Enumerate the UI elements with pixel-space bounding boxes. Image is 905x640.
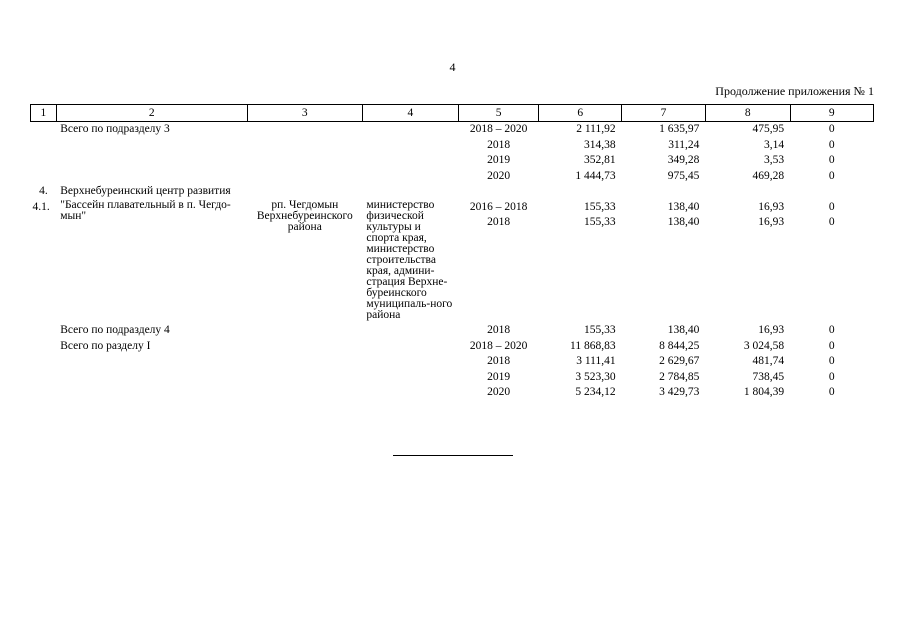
period-cell: 2019 — [487, 370, 511, 383]
value-cell: 138,40 — [667, 324, 700, 336]
value-cell: 0 — [828, 339, 835, 352]
column-number-row — [31, 105, 874, 122]
column-number: 2 — [56, 105, 247, 122]
value-cell: 481,74 — [752, 355, 785, 367]
period-cell: 2018 – 2020 — [469, 339, 528, 352]
section-title: Верхнебуреинский центр развития — [60, 185, 231, 197]
table-row — [31, 370, 874, 386]
table-row — [31, 385, 874, 401]
value-cell: 138,40 — [667, 200, 700, 213]
period-cell: 2018 — [487, 216, 511, 228]
value-cell: 16,93 — [758, 324, 785, 336]
table-row — [31, 323, 874, 339]
table-row — [31, 354, 874, 370]
column-number: 6 — [539, 105, 622, 122]
value-cell: 314,38 — [584, 138, 616, 151]
value-cell: 738,45 — [752, 370, 785, 383]
column-number: 7 — [622, 105, 706, 122]
value-cell: 0 — [828, 123, 835, 135]
page-number: 4 — [449, 60, 456, 74]
item-location: рп. Чегдомын Верхнебуреинского района — [256, 198, 353, 233]
value-cell: 0 — [828, 216, 835, 228]
period-cell: 2020 — [487, 386, 511, 398]
value-cell: 2 784,85 — [659, 370, 700, 383]
period-cell: 2018 — [487, 324, 511, 336]
column-number: 5 — [458, 105, 538, 122]
value-cell: 1 804,39 — [743, 386, 785, 398]
table-row — [31, 122, 874, 138]
value-cell: 138,40 — [667, 216, 700, 228]
item-number: 4.1. — [32, 200, 50, 213]
column-number: 9 — [790, 105, 873, 122]
column-number: 1 — [31, 105, 57, 122]
value-cell: 0 — [828, 355, 835, 367]
period-cell: 2020 — [487, 169, 511, 182]
table-row — [31, 200, 874, 216]
value-cell: 2 111,92 — [576, 123, 616, 135]
period-cell: 2018 — [487, 355, 511, 367]
value-cell: 155,33 — [584, 216, 616, 228]
section-heading-row — [31, 184, 874, 200]
value-cell: 155,33 — [584, 200, 616, 213]
appendix-continuation-label: Продолжение приложения № 1 — [715, 84, 874, 98]
value-cell: 0 — [828, 386, 835, 398]
value-cell: 0 — [828, 169, 835, 182]
value-cell: 1 444,73 — [575, 169, 616, 182]
value-cell: 16,93 — [758, 216, 785, 228]
section-number: 4. — [39, 185, 48, 197]
row-label: Всего по подразделу 4 — [60, 324, 170, 336]
value-cell: 3 024,58 — [743, 339, 785, 352]
value-cell: 0 — [828, 200, 835, 213]
value-cell: 11 868,83 — [570, 339, 616, 352]
value-cell: 3,14 — [763, 138, 785, 151]
row-label: Всего по подразделу 3 — [60, 123, 170, 135]
closing-rule — [393, 455, 513, 456]
column-number: 4 — [362, 105, 458, 122]
value-cell: 3 523,30 — [575, 370, 616, 383]
period-cell: 2018 – 2020 — [469, 123, 528, 135]
value-cell: 349,28 — [667, 154, 700, 166]
value-cell: 16,93 — [758, 200, 785, 213]
value-cell: 5 234,12 — [575, 386, 616, 398]
value-cell: 3 429,73 — [659, 386, 700, 398]
value-cell: 155,33 — [584, 324, 616, 336]
table-row — [31, 169, 874, 185]
value-cell: 8 844,25 — [659, 339, 700, 352]
value-cell: 475,95 — [752, 123, 785, 135]
value-cell: 0 — [828, 138, 835, 151]
value-cell: 3 111,41 — [576, 355, 616, 367]
item-executor: министерство физической культуры и спорта края, министерство строительства края, админи-страция Верхне-буреинского муниципаль-ного района — [366, 198, 453, 321]
value-cell: 975,45 — [667, 169, 700, 182]
table-row — [31, 153, 874, 169]
value-cell: 0 — [828, 324, 835, 336]
value-cell: 3,53 — [763, 154, 785, 166]
value-cell: 1 635,97 — [659, 123, 700, 135]
period-cell: 2019 — [487, 154, 511, 166]
row-label: Всего по разделу I — [60, 339, 151, 352]
value-cell: 311,24 — [668, 138, 700, 151]
value-cell: 2 629,67 — [659, 355, 700, 367]
period-cell: 2016 – 2018 — [469, 200, 528, 213]
item-name: "Бассейн плавательный в п. Чегдо-мын" — [60, 198, 231, 222]
appendix-table — [30, 104, 874, 401]
column-number: 8 — [705, 105, 790, 122]
table-row — [31, 138, 874, 154]
value-cell: 352,81 — [584, 154, 616, 166]
value-cell: 0 — [828, 154, 835, 166]
value-cell: 0 — [828, 370, 835, 383]
period-cell: 2018 — [487, 138, 511, 151]
column-number: 3 — [247, 105, 362, 122]
value-cell: 469,28 — [752, 169, 785, 182]
table-row — [31, 339, 874, 355]
